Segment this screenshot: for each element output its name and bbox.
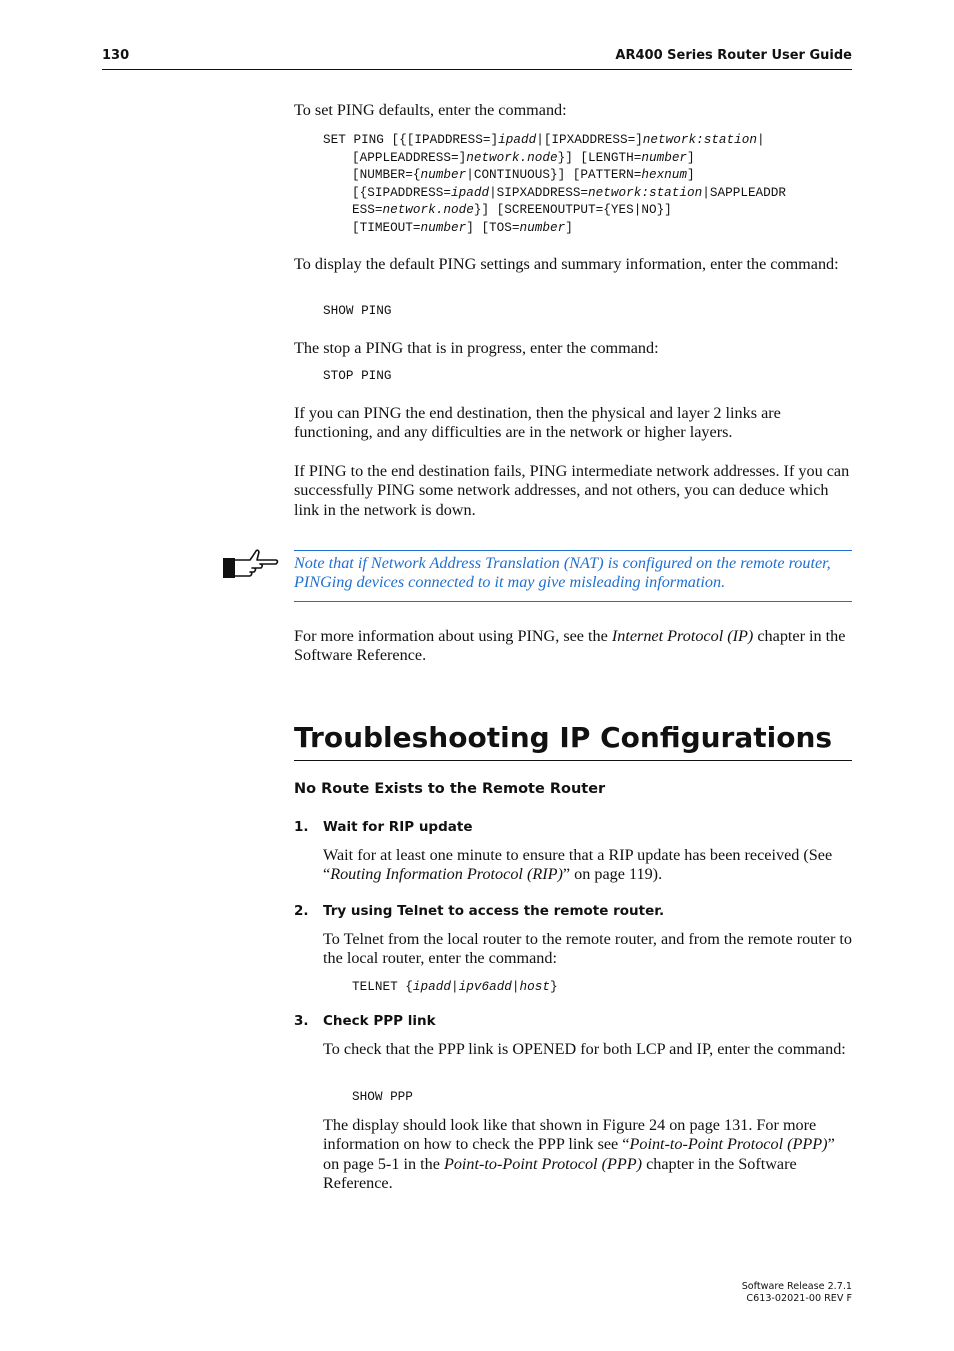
pointing-hand-icon xyxy=(222,548,280,582)
set-ping-line-3: [NUMBER={number|CONTINUOUS}] [PATTERN=hexnum] xyxy=(352,167,695,182)
note-box xyxy=(294,550,852,602)
step-1-title: Wait for RIP update xyxy=(323,819,473,835)
step-3-text: To check that the PPP link is OPENED for both LCP and IP, enter the command: xyxy=(323,1040,846,1058)
display-default-text: To display the default PING settings and summary information, enter the command: xyxy=(294,255,839,273)
end-destination-paragraph: If you can PING the end destination, then the physical and layer 2 links are functioning, and any difficulties are in the network or higher layers. xyxy=(294,404,781,442)
guide-title: AR400 Series Router User Guide xyxy=(615,48,852,63)
stop-ping-command: STOP PING xyxy=(323,368,392,383)
telnet-command: TELNET {ipadd|ipv6add|host} xyxy=(352,979,558,994)
step-2-title: Try using Telnet to access the remote router. xyxy=(323,903,665,919)
set-ping-line-4: [{SIPADDRESS=ipadd|SIPXADDRESS=network:station|SAPPLEADDR xyxy=(352,185,787,200)
step-1-number: 1. xyxy=(294,819,309,835)
show-ping-command: SHOW PING xyxy=(323,303,392,318)
set-ping-line-5: ESS=network.node}] [SCREENOUTPUT={YES|NO}] xyxy=(352,202,672,217)
step-2-text: To Telnet from the local router to the remote router, and from the remote router to the local router, enter the command: xyxy=(323,930,852,968)
subsection-title: No Route Exists to the Remote Router xyxy=(294,781,606,797)
set-ping-line-6: [TIMEOUT=number] [TOS=number] xyxy=(352,220,573,235)
step-2-number: 2. xyxy=(294,903,309,919)
step-3-more-info: The display should look like that shown in Figure 24 on page 131. For more information on how to check the PPP link see “Point-to-Point Protocol (PPP)” on page 5-1 in the Point-to-Point Protocol (PPP) chapter in the Software Reference. xyxy=(323,1116,835,1192)
section-title: Troubleshooting IP Configurations xyxy=(294,718,852,761)
page-footer xyxy=(742,1281,852,1304)
set-ping-intro: To set PING defaults, enter the command: xyxy=(294,101,567,119)
note-text: Note that if Network Address Translation (NAT) is configured on the remote router, PINGing devices connected to it may give misleading information. xyxy=(294,554,831,592)
set-ping-line-2: [APPLEADDRESS=]network.node}] [LENGTH=number] xyxy=(352,150,695,165)
more-info-paragraph: For more information about using PING, see the Internet Protocol (IP) chapter in the Software Reference. xyxy=(294,627,846,665)
page-number: 130 xyxy=(102,48,130,63)
ping-fails-paragraph: If PING to the end destination fails, PING intermediate network addresses. If you can successfully PING some network addresses, and not others, you can deduce which link in the network is down. xyxy=(294,462,850,519)
step-3-title: Check PPP link xyxy=(323,1013,436,1029)
set-ping-line-1: SET PING [{[IPADDRESS=]ipadd|[IPXADDRESS=]network:station| xyxy=(323,132,765,147)
stop-ping-text: The stop a PING that is in progress, enter the command: xyxy=(294,339,659,357)
software-release: Software Release 2.7.1 xyxy=(741,1281,852,1292)
document-id: C613-02021-00 REV F xyxy=(746,1292,852,1304)
show-ppp-command: SHOW PPP xyxy=(352,1089,413,1104)
step-1-text: Wait for at least one minute to ensure that a RIP update has been received (See “Routing Information Protocol (RIP)” on page 119). xyxy=(323,846,833,884)
step-3-number: 3. xyxy=(294,1013,309,1029)
page-header xyxy=(102,48,852,70)
